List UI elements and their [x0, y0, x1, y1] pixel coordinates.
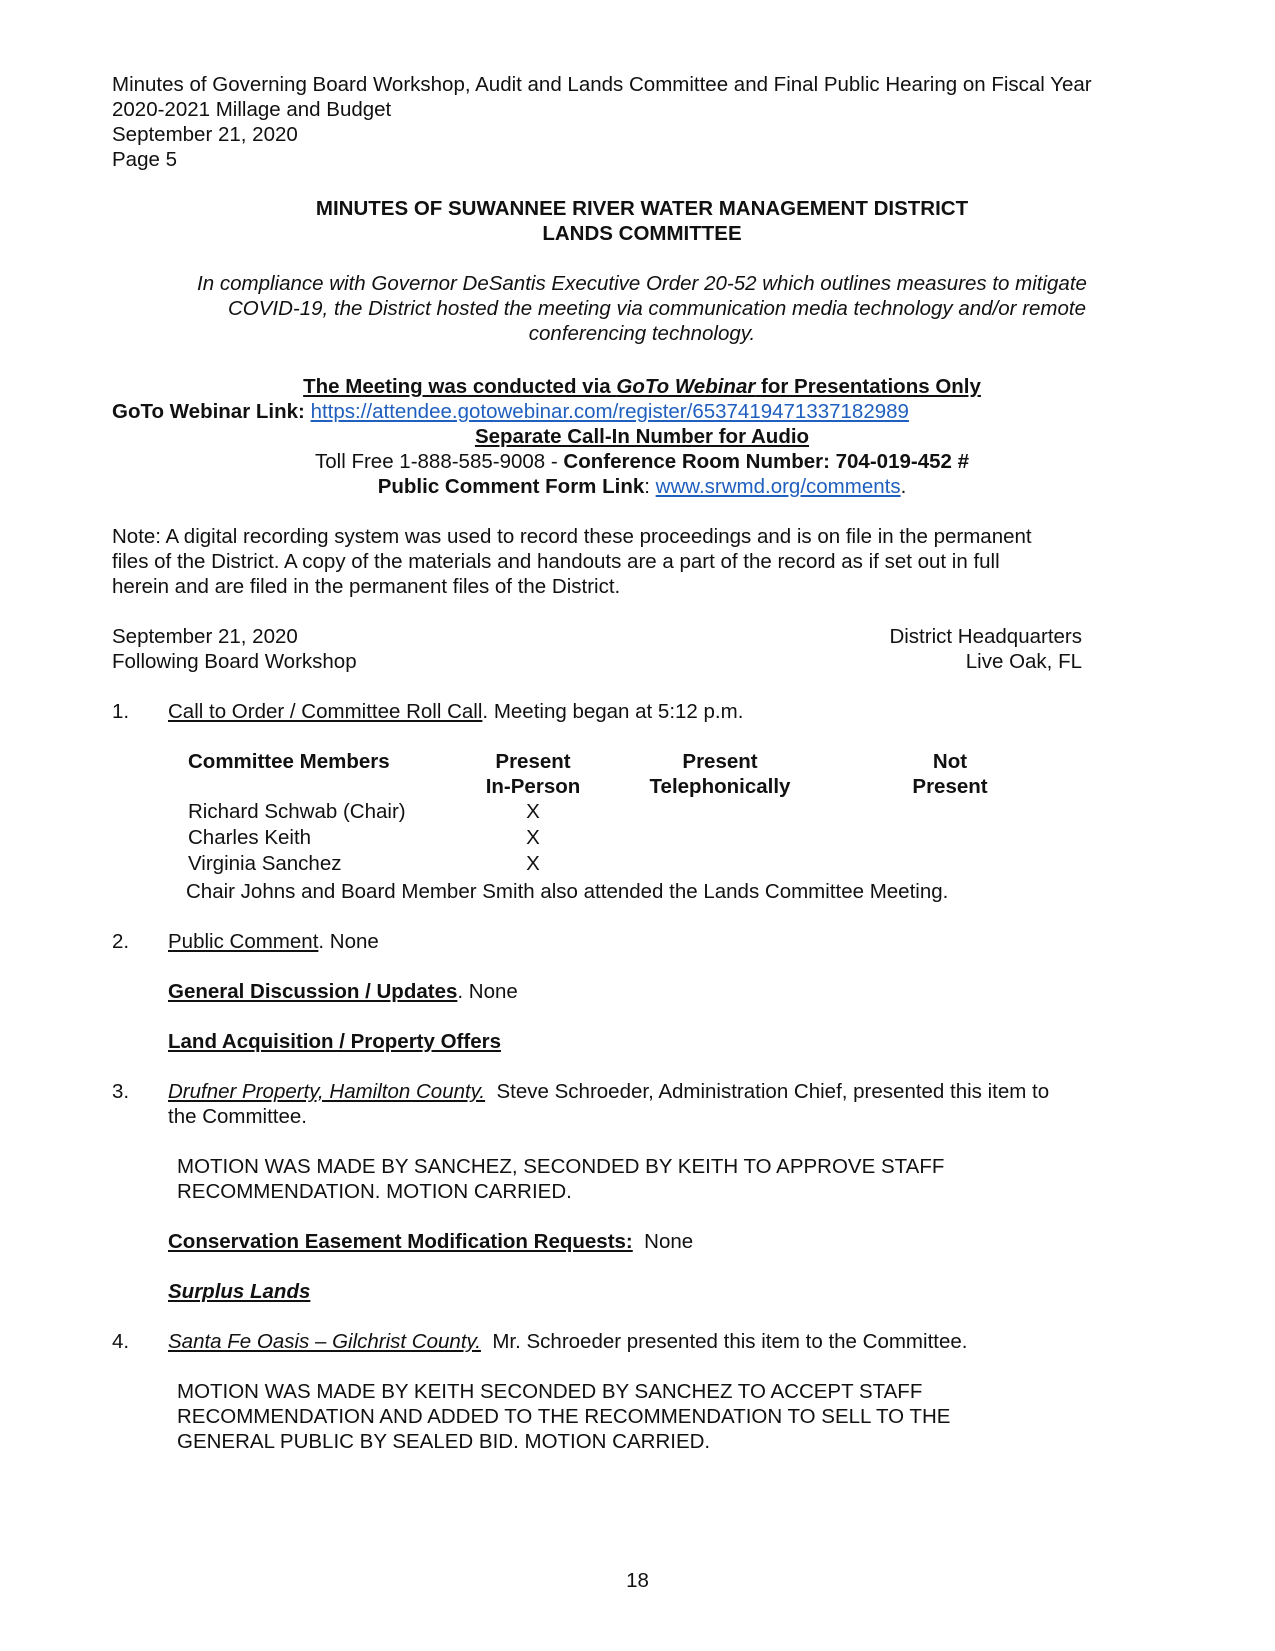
col-header-in-person	[458, 749, 608, 799]
public-comment-label: Public Comment Form Link	[377, 475, 645, 498]
item-4-number: 4.	[112, 1330, 130, 1353]
general-discussion-text: . None	[457, 980, 518, 1003]
meeting-date: September 21, 2020	[112, 625, 298, 648]
member-name: Virginia Sanchez	[188, 852, 342, 875]
compliance-line-1: In compliance with Governor DeSantis Executive Order 20-52 which outlines measures to mitigate	[197, 272, 1087, 295]
public-comment-link[interactable]: www.srwmd.org/comments	[655, 475, 901, 498]
item-3-title: Drufner Property, Hamilton County.	[168, 1080, 486, 1103]
item-4-title: Santa Fe Oasis – Gilchrist County.	[168, 1330, 481, 1353]
col-header-not-present	[880, 749, 1020, 799]
toll-free-number: Toll Free 1-888-585-9008 -	[314, 450, 564, 473]
header-date: September 21, 2020	[112, 123, 298, 146]
conservation-easement-text: None	[632, 1230, 694, 1253]
webinar-link-label: GoTo Webinar Link:	[112, 400, 305, 423]
item-4-text: Mr. Schroeder presented this item to the Committee.	[480, 1330, 968, 1353]
webinar-heading	[112, 374, 1172, 399]
item-3-text-2: the Committee.	[168, 1105, 307, 1128]
webinar-heading-pre: The Meeting was conducted via	[303, 375, 617, 398]
col-header-tele-1: Present	[682, 750, 758, 773]
document-header	[112, 72, 1092, 172]
document-title	[112, 196, 1172, 246]
public-comment-line	[112, 474, 1172, 499]
meeting-date-time	[112, 624, 357, 674]
header-line-2: 2020-2021 Millage and Budget	[112, 98, 392, 121]
motion-4-line-2: RECOMMENDATION AND ADDED TO THE RECOMMENDATION TO SELL TO THE	[177, 1405, 951, 1428]
note-line-3: herein and are filed in the permanent files of the District.	[112, 575, 621, 598]
recording-note	[112, 524, 1032, 599]
compliance-line-2: COVID-19, the District hosted the meeting via communication media technology and/or remote	[228, 297, 1086, 320]
callin-number-line	[112, 449, 1172, 474]
motion-3-line-2: RECOMMENDATION. MOTION CARRIED.	[177, 1180, 572, 1203]
col-header-in-person-1: Present	[495, 750, 571, 773]
item-2	[168, 929, 379, 954]
note-line-1: Note: A digital recording system was used to record these proceedings and is on file in the permanent	[112, 525, 1032, 548]
item-2-number: 2.	[112, 930, 130, 953]
public-comment-end: .	[900, 475, 907, 498]
member-name: Charles Keith	[188, 826, 312, 849]
header-page: Page 5	[112, 148, 177, 171]
in-person-mark: X	[526, 826, 540, 849]
compliance-line-3: conferencing technology.	[528, 322, 756, 345]
item-1-text: . Meeting began at 5:12 p.m.	[482, 700, 744, 723]
motion-item-3	[177, 1154, 944, 1204]
meeting-time: Following Board Workshop	[112, 650, 357, 673]
motion-item-4	[177, 1379, 950, 1454]
col-header-not-2: Present	[912, 775, 988, 798]
in-person-mark: X	[526, 852, 540, 875]
callin-heading: Separate Call-In Number for Audio	[474, 425, 810, 448]
surplus-lands-heading: Surplus Lands	[168, 1280, 311, 1303]
col-header-in-person-2: In-Person	[485, 775, 581, 798]
item-3	[168, 1079, 1049, 1129]
land-acquisition-heading: Land Acquisition / Property Offers	[168, 1030, 501, 1053]
conference-room-number: Conference Room Number: 704-019-452 #	[563, 450, 969, 473]
title-line-1: MINUTES OF SUWANNEE RIVER WATER MANAGEMENT DISTRICT	[315, 197, 969, 220]
meeting-location-1: District Headquarters	[889, 625, 1082, 648]
page-number: 18	[626, 1569, 649, 1592]
item-2-title: Public Comment	[168, 930, 319, 953]
note-line-2: files of the District. A copy of the materials and handouts are a part of the record as if set out in full	[112, 550, 1000, 573]
webinar-heading-em: GoTo Webinar	[616, 375, 756, 398]
conservation-easement-title: Conservation Easement Modification Requests:	[168, 1230, 633, 1253]
meeting-location	[700, 624, 1082, 674]
item-3-number: 3.	[112, 1080, 130, 1103]
col-header-members: Committee Members	[188, 750, 390, 773]
item-3-text-1: Steve Schroeder, Administration Chief, presented this item to	[485, 1080, 1050, 1103]
col-header-not-1: Not	[932, 750, 968, 773]
item-4	[168, 1329, 967, 1354]
member-name: Richard Schwab (Chair)	[188, 800, 406, 823]
item-1-title: Call to Order / Committee Roll Call	[168, 700, 483, 723]
header-line-1: Minutes of Governing Board Workshop, Audit and Lands Committee and Final Public Hearing on Fiscal Year	[112, 73, 1092, 96]
in-person-mark: X	[526, 800, 540, 823]
col-header-tele-2: Telephonically	[649, 775, 791, 798]
motion-4-line-3: GENERAL PUBLIC BY SEALED BID. MOTION CARRIED.	[177, 1430, 711, 1453]
webinar-link-line	[112, 399, 909, 424]
motion-4-line-1: MOTION WAS MADE BY KEITH SECONDED BY SANCHEZ TO ACCEPT STAFF	[177, 1380, 923, 1403]
general-discussion-title: General Discussion / Updates	[168, 980, 458, 1003]
col-header-telephonically	[630, 749, 810, 799]
item-1-number: 1.	[112, 700, 130, 723]
item-3-line-1	[168, 1079, 1049, 1104]
general-discussion	[168, 979, 518, 1004]
webinar-heading-post: for Presentations Only	[755, 375, 981, 398]
motion-3-line-1: MOTION WAS MADE BY SANCHEZ, SECONDED BY KEITH TO APPROVE STAFF	[177, 1155, 945, 1178]
public-comment-sep: :	[644, 475, 656, 498]
compliance-statement	[112, 271, 1172, 346]
webinar-link[interactable]: https://attendee.gotowebinar.com/register/6537419471337182989	[310, 400, 909, 423]
item-2-text: . None	[318, 930, 379, 953]
also-attended-note: Chair Johns and Board Member Smith also attended the Lands Committee Meeting.	[186, 880, 949, 903]
meeting-location-2: Live Oak, FL	[965, 650, 1082, 673]
item-1	[168, 699, 743, 724]
conservation-easement	[168, 1229, 693, 1254]
title-line-2: LANDS COMMITTEE	[542, 222, 742, 245]
